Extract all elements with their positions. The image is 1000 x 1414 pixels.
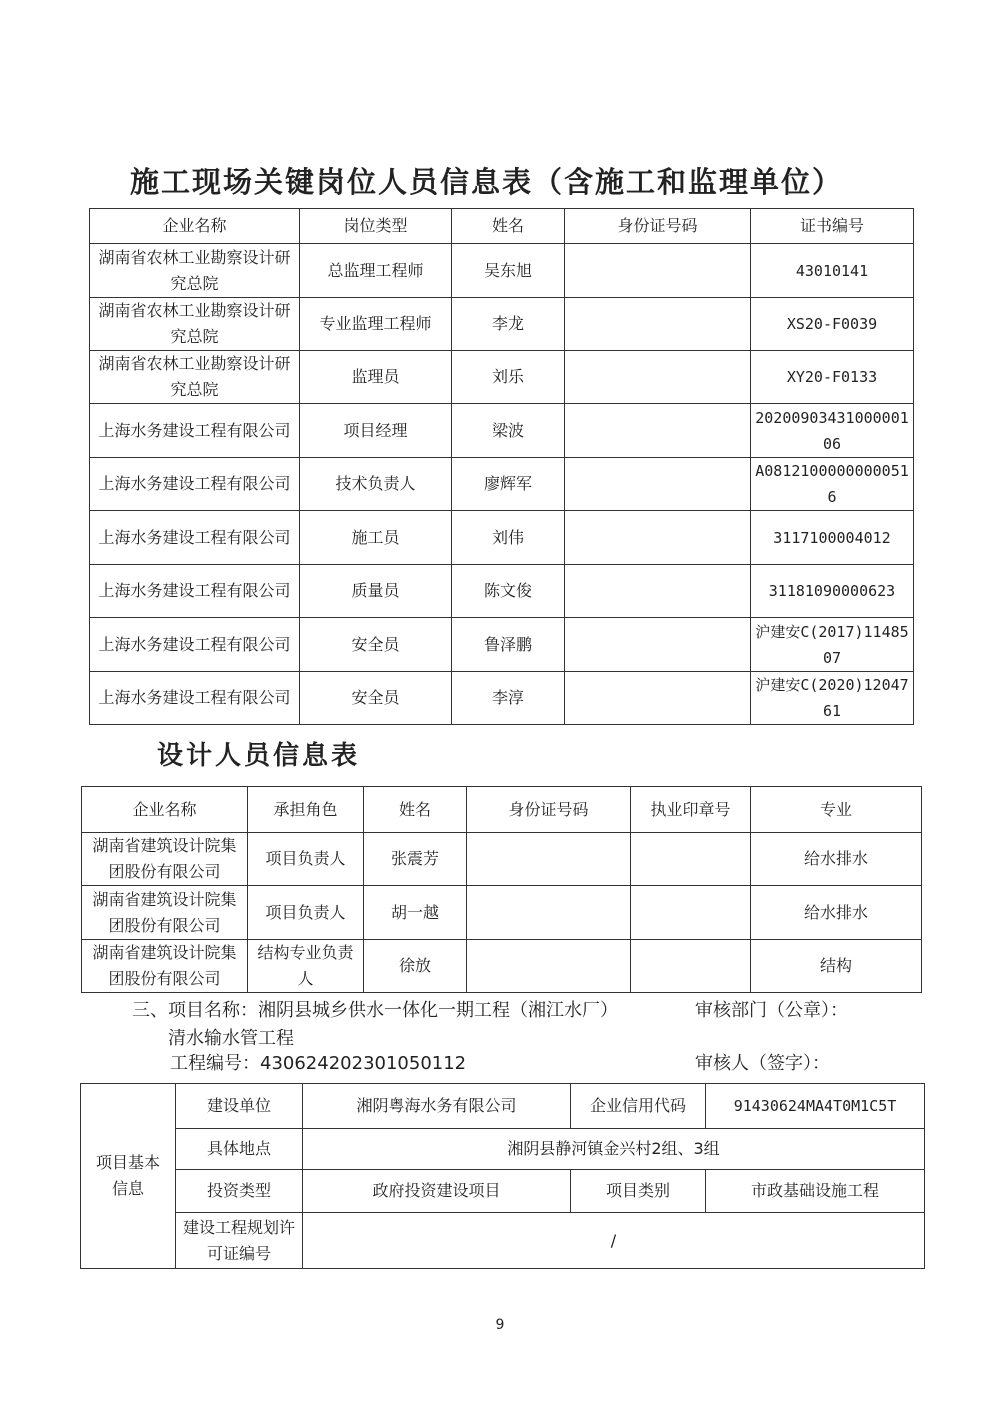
name-cell: 梁波 bbox=[452, 404, 565, 458]
header-name: 姓名 bbox=[364, 787, 467, 833]
table-row bbox=[81, 1170, 925, 1213]
staff-table-title: 施工现场关键岗位人员信息表（含施工和监理单位） bbox=[130, 165, 844, 199]
name-cell: 李龙 bbox=[452, 298, 565, 351]
group-label-cell bbox=[81, 1084, 176, 1269]
design-staff-table bbox=[81, 786, 922, 993]
table-row bbox=[90, 298, 914, 351]
invest-label: 投资类型 bbox=[176, 1170, 303, 1213]
category-value: 市政基础设施工程 bbox=[706, 1170, 925, 1213]
role-cell: 质量员 bbox=[300, 565, 452, 618]
table-row bbox=[90, 565, 914, 618]
table-row bbox=[90, 458, 914, 511]
header-seal: 执业印章号 bbox=[631, 787, 751, 833]
major-cell: 给水排水 bbox=[751, 886, 922, 940]
table-row bbox=[90, 618, 914, 672]
table-row bbox=[81, 1213, 925, 1269]
header-major: 专业 bbox=[751, 787, 922, 833]
cert-cell: 2020090343100000106 bbox=[751, 404, 914, 458]
id-cell bbox=[565, 351, 751, 404]
role-cell: 专业监理工程师 bbox=[300, 298, 452, 351]
credit-label: 企业信用代码 bbox=[571, 1084, 706, 1129]
major-cell: 结构 bbox=[751, 940, 922, 993]
role-cell: 安全员 bbox=[300, 672, 452, 725]
credit-value: 91430624MA4T0M1C5T bbox=[706, 1084, 925, 1129]
builder-value: 湘阴粤海水务有限公司 bbox=[303, 1084, 571, 1129]
header-role: 承担角色 bbox=[248, 787, 364, 833]
major-cell: 给水排水 bbox=[751, 833, 922, 886]
cert-cell: A08121000000000516 bbox=[751, 458, 914, 511]
table-row bbox=[82, 940, 922, 993]
table-row bbox=[82, 833, 922, 886]
id-cell bbox=[565, 244, 751, 298]
id-cell bbox=[565, 672, 751, 725]
company-cell: 上海水务建设工程有限公司 bbox=[90, 672, 300, 725]
role-cell: 安全员 bbox=[300, 618, 452, 672]
table-row bbox=[81, 1129, 925, 1170]
role-cell: 项目负责人 bbox=[248, 833, 364, 886]
header-company: 企业名称 bbox=[82, 787, 248, 833]
review-dept-label: 审核部门（公章）： bbox=[695, 1000, 848, 1021]
seal-cell bbox=[631, 833, 751, 886]
table-header-row bbox=[82, 787, 922, 833]
design-table-title: 设计人员信息表 bbox=[157, 741, 361, 771]
table-header-row bbox=[90, 209, 914, 244]
role-cell: 施工员 bbox=[300, 511, 452, 565]
cert-cell: 43010141 bbox=[751, 244, 914, 298]
location-label: 具体地点 bbox=[176, 1129, 303, 1170]
table-row bbox=[82, 886, 922, 940]
location-value: 湘阴县静河镇金兴村2组、3组 bbox=[303, 1129, 925, 1170]
name-cell: 廖辉军 bbox=[452, 458, 565, 511]
company-cell: 湖南省建筑设计院集团股份有限公司 bbox=[82, 833, 248, 886]
role-cell: 技术负责人 bbox=[300, 458, 452, 511]
company-cell: 湖南省农林工业勘察设计研究总院 bbox=[90, 244, 300, 298]
id-cell bbox=[565, 404, 751, 458]
table-row bbox=[81, 1084, 925, 1129]
builder-label: 建设单位 bbox=[176, 1084, 303, 1129]
permit-value: / bbox=[303, 1213, 925, 1269]
id-cell bbox=[467, 833, 631, 886]
company-cell: 湖南省建筑设计院集团股份有限公司 bbox=[82, 940, 248, 993]
name-cell: 胡一越 bbox=[364, 886, 467, 940]
role-cell: 项目经理 bbox=[300, 404, 452, 458]
header-id: 身份证号码 bbox=[565, 209, 751, 244]
company-cell: 湖南省农林工业勘察设计研究总院 bbox=[90, 351, 300, 404]
project-code-line: 工程编号：430624202301050112 bbox=[170, 1053, 467, 1074]
company-cell: 湖南省建筑设计院集团股份有限公司 bbox=[82, 886, 248, 940]
category-label: 项目类别 bbox=[571, 1170, 706, 1213]
name-cell: 刘伟 bbox=[452, 511, 565, 565]
cert-cell: 3117100004012 bbox=[751, 511, 914, 565]
table-row bbox=[90, 244, 914, 298]
project-name-line: 三、项目名称：湘阴县城乡供水一体化一期工程（湘江水厂） bbox=[132, 1000, 618, 1021]
id-cell bbox=[565, 511, 751, 565]
id-cell bbox=[565, 458, 751, 511]
id-cell bbox=[565, 298, 751, 351]
invest-value: 政府投资建设项目 bbox=[303, 1170, 571, 1213]
id-cell bbox=[467, 940, 631, 993]
company-cell: 上海水务建设工程有限公司 bbox=[90, 511, 300, 565]
table-row bbox=[90, 672, 914, 725]
seal-cell bbox=[631, 940, 751, 993]
company-cell: 上海水务建设工程有限公司 bbox=[90, 565, 300, 618]
name-cell: 吴东旭 bbox=[452, 244, 565, 298]
cert-cell: XS20-F0039 bbox=[751, 298, 914, 351]
header-cert: 证书编号 bbox=[751, 209, 914, 244]
id-cell bbox=[467, 886, 631, 940]
role-cell: 总监理工程师 bbox=[300, 244, 452, 298]
header-role: 岗位类型 bbox=[300, 209, 452, 244]
id-cell bbox=[565, 565, 751, 618]
group-label: 项目基本信息 bbox=[95, 1153, 160, 1198]
cert-cell: 沪建安C(2017)1148507 bbox=[751, 618, 914, 672]
header-company: 企业名称 bbox=[90, 209, 300, 244]
project-name-line2: 清水输水管工程 bbox=[168, 1028, 294, 1049]
seal-cell bbox=[631, 886, 751, 940]
role-cell: 监理员 bbox=[300, 351, 452, 404]
company-cell: 上海水务建设工程有限公司 bbox=[90, 404, 300, 458]
table-row bbox=[90, 404, 914, 458]
header-name: 姓名 bbox=[452, 209, 565, 244]
role-cell: 结构专业负责人 bbox=[248, 940, 364, 993]
page-number: 9 bbox=[495, 1317, 505, 1333]
name-cell: 鲁泽鹏 bbox=[452, 618, 565, 672]
reviewer-label: 审核人（签字）： bbox=[695, 1053, 830, 1074]
name-cell: 李淳 bbox=[452, 672, 565, 725]
name-cell: 刘乐 bbox=[452, 351, 565, 404]
company-cell: 上海水务建设工程有限公司 bbox=[90, 458, 300, 511]
header-id: 身份证号码 bbox=[467, 787, 631, 833]
table-row bbox=[90, 351, 914, 404]
key-staff-table bbox=[89, 208, 914, 725]
cert-cell: XY20-F0133 bbox=[751, 351, 914, 404]
cert-cell: 31181090000623 bbox=[751, 565, 914, 618]
id-cell bbox=[565, 618, 751, 672]
table-row bbox=[90, 511, 914, 565]
role-cell: 项目负责人 bbox=[248, 886, 364, 940]
project-info-table bbox=[80, 1083, 925, 1269]
name-cell: 张震芳 bbox=[364, 833, 467, 886]
company-cell: 上海水务建设工程有限公司 bbox=[90, 618, 300, 672]
permit-label: 建设工程规划许可证编号 bbox=[176, 1213, 303, 1269]
cert-cell: 沪建安C(2020)1204761 bbox=[751, 672, 914, 725]
company-cell: 湖南省农林工业勘察设计研究总院 bbox=[90, 298, 300, 351]
name-cell: 陈文俊 bbox=[452, 565, 565, 618]
name-cell: 徐放 bbox=[364, 940, 467, 993]
